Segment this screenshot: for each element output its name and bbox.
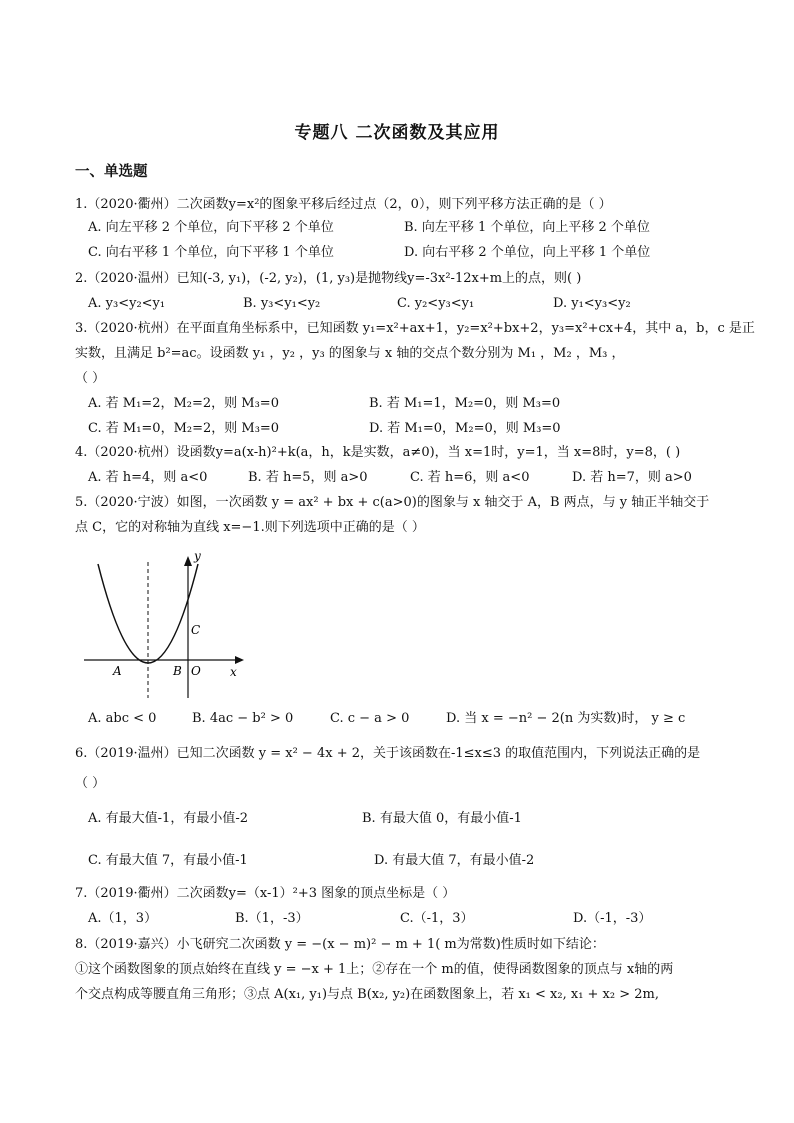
y-axis-arrow: [184, 556, 192, 566]
q7-option-a[interactable]: A.（1，3）: [88, 911, 158, 926]
q6-option-c[interactable]: C. 有最大值 7，有最小值-1: [88, 853, 248, 868]
q5-option-b[interactable]: B. 4ac − b² > 0: [192, 711, 294, 726]
q1-option-b[interactable]: B. 向左平移 1 个单位，向上平移 2 个单位: [404, 220, 650, 235]
q3-stem-line3: （ ）: [75, 371, 106, 386]
q7-option-b[interactable]: B.（1，-3）: [235, 911, 309, 926]
q3-option-d[interactable]: D. 若 M₁=0，M₂=0，则 M₃=0: [369, 421, 561, 436]
q2-option-b[interactable]: B. y₃<y₁<y₂: [243, 296, 321, 311]
q4-option-a[interactable]: A. 若 h=4，则 a<0: [88, 470, 208, 485]
q1-stem: 1.（2020·衢州）二次函数y=x²的图象平移后经过点（2，0），则下列平移方法正确的是（ ）: [75, 197, 612, 212]
q6-option-a[interactable]: A. 有最大值-1，有最小值-2: [88, 811, 248, 826]
q3-option-a[interactable]: A. 若 M₁=2，M₂=2，则 M₃=0: [88, 396, 279, 411]
q4-option-b[interactable]: B. 若 h=5，则 a>0: [248, 470, 368, 485]
q5-stem-line1: 5.（2020·宁波）如图，一次函数 y = ax² + bx + c(a>0)的图象与 x 轴交于 A，B 两点，与 y 轴正半轴交于: [75, 495, 710, 510]
q7-option-c[interactable]: C.（-1，3）: [400, 911, 474, 926]
x-axis-arrow: [235, 656, 244, 664]
q6-stem-line2: （ ）: [75, 776, 106, 791]
label-c: C: [191, 623, 201, 637]
q2-stem: 2.（2020·温州）已知(-3, y₁)，(-2, y₂)，(1, y₃)是抛物线y=-3x²-12x+m上的点，则( ): [75, 271, 582, 286]
q1-option-c[interactable]: C. 向右平移 1 个单位，向下平移 1 个单位: [88, 245, 334, 260]
q8-stem-line1: 8.（2019·嘉兴）小飞研究二次函数 y = −(x − m)² − m + 1( m为常数)性质时如下结论：: [75, 937, 605, 952]
q3-stem-line2: 实数，且满足 b²=ac。设函数 y₁ ，y₂ ，y₃ 的图象与 x 轴的交点个数分别为 M₁ ，M₂ ，M₃ ，: [75, 346, 625, 361]
q8-stem-line3: 个交点构成等腰直角三角形；③点 A(x₁, y₁)与点 B(x₂, y₂)在函数图象上，若 x₁ < x₂, x₁ + x₂ > 2m,: [75, 987, 659, 1002]
q3-option-c[interactable]: C. 若 M₁=0，M₂=2，则 M₃=0: [88, 421, 280, 436]
q6-option-d[interactable]: D. 有最大值 7，有最小值-2: [374, 853, 535, 868]
q7-option-d[interactable]: D.（-1，-3）: [573, 911, 652, 926]
q2-option-a[interactable]: A. y₃<y₂<y₁: [88, 296, 166, 311]
q7-stem: 7.（2019·衢州）二次函数y=（x-1）²+3 图象的顶点坐标是（ ）: [75, 886, 456, 901]
q1-option-d[interactable]: D. 向右平移 2 个单位，向上平移 1 个单位: [404, 245, 651, 260]
q4-option-d[interactable]: D. 若 h=7，则 a>0: [572, 470, 692, 485]
q4-stem: 4.（2020·杭州）设函数y=a(x-h)²+k(a，h，k是实数，a≠0)，当 x=1时，y=1，当 x=8时，y=8，( ): [75, 445, 681, 460]
parabola-figure: [80, 552, 250, 702]
q3-option-b[interactable]: B. 若 M₁=1，M₂=0，则 M₃=0: [369, 396, 561, 411]
q1-option-a[interactable]: A. 向左平移 2 个单位，向下平移 2 个单位: [88, 220, 334, 235]
q5-option-a[interactable]: A. abc < 0: [88, 711, 157, 726]
label-o: O: [191, 664, 201, 678]
q3-stem-line1: 3.（2020·杭州）在平面直角坐标系中，已知函数 y₁=x²+ax+1，y₂=x²+bx+2，y₃=x²+cx+4，其中 a，b，c 是正: [75, 321, 755, 336]
label-y: y: [194, 552, 201, 563]
label-a: A: [113, 664, 122, 678]
q4-option-c[interactable]: C. 若 h=6，则 a<0: [410, 470, 530, 485]
page-title: 专题八 二次函数及其应用: [294, 123, 500, 143]
q2-option-d[interactable]: D. y₁<y₃<y₂: [553, 296, 631, 311]
q5-option-d[interactable]: D. 当 x = −n² − 2(n 为实数)时， y ≥ c: [446, 711, 686, 726]
label-x: x: [230, 665, 237, 679]
label-b: B: [173, 664, 182, 678]
q6-stem-line1: 6.（2019·温州）已知二次函数 y = x² − 4x + 2，关于该函数在-1≤x≤3 的取值范围内，下列说法正确的是: [75, 746, 701, 761]
q2-option-c[interactable]: C. y₂<y₃<y₁: [397, 296, 475, 311]
section-heading: 一、单选题: [75, 164, 148, 180]
q5-option-c[interactable]: C. c − a > 0: [330, 711, 410, 726]
q5-stem-line2: 点 C，它的对称轴为直线 x=−1.则下列选项中正确的是（ ）: [75, 520, 425, 535]
q6-option-b[interactable]: B. 有最大值 0，有最小值-1: [362, 811, 522, 826]
q8-stem-line2: ①这个函数图象的顶点始终在直线 y = −x + 1上；②存在一个 m的值，使得函数图象的顶点与 x轴的两: [75, 962, 674, 977]
